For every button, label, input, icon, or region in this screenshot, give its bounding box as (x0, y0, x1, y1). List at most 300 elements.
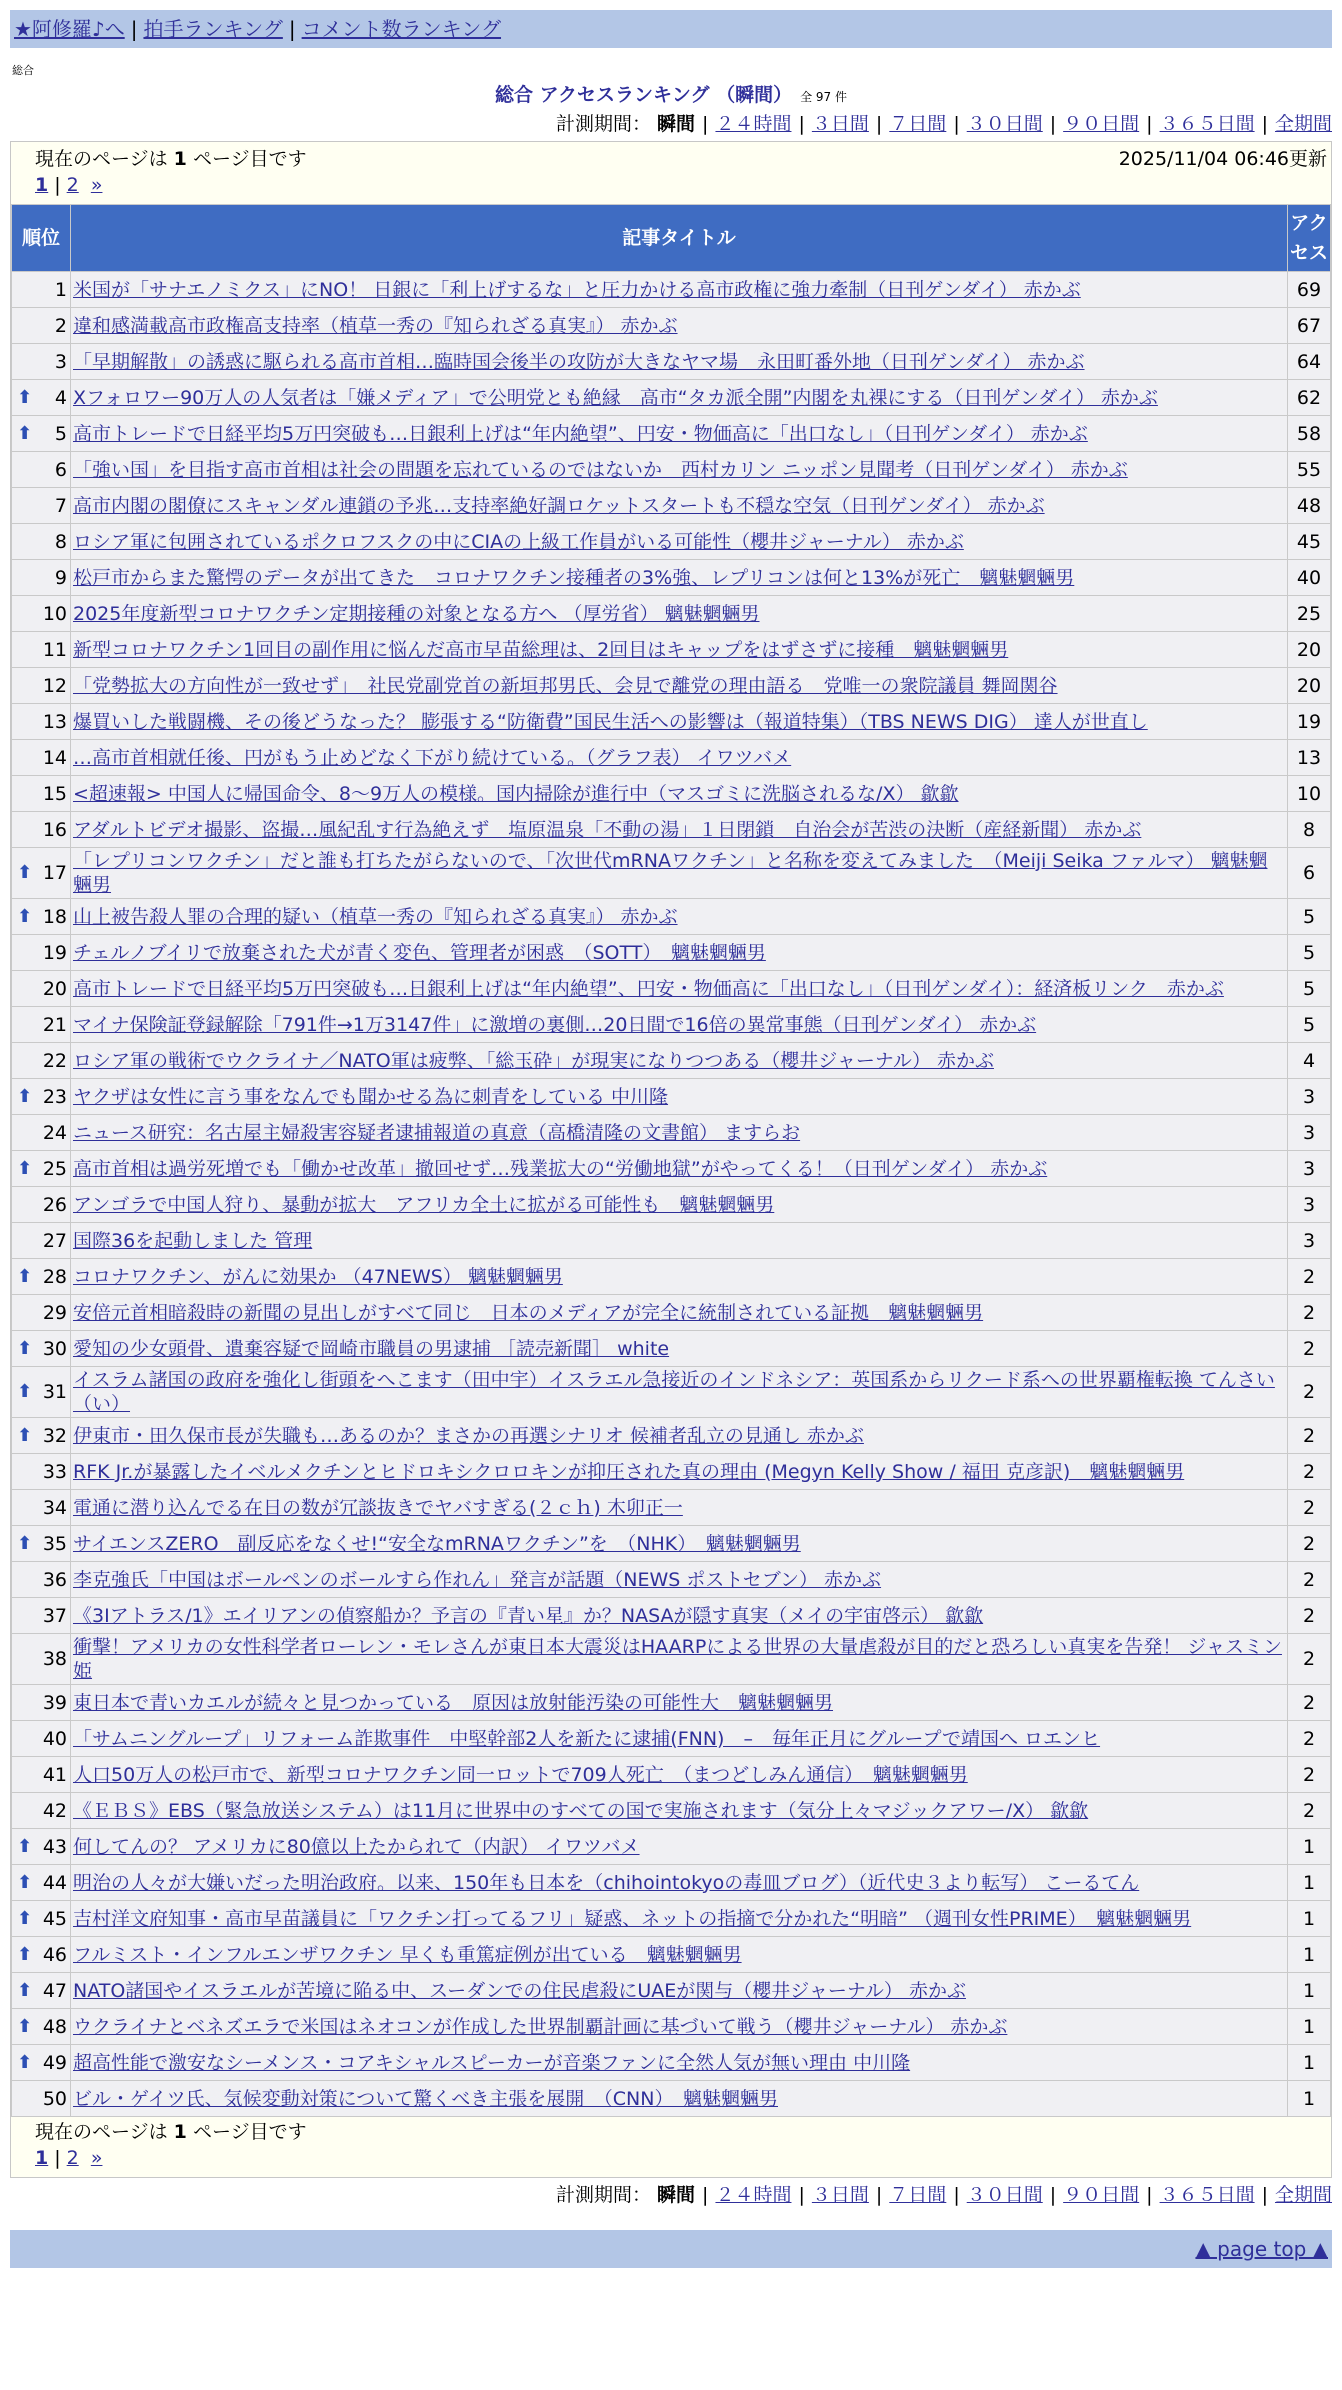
period-option[interactable]: ３０日間 (966, 113, 1043, 135)
page-status: 現在のページは 1 ページ目です (35, 148, 307, 170)
access-count: 1 (1288, 1937, 1330, 1972)
rank-up-arrow-icon: ⬆ (17, 1337, 33, 1359)
rank-number: 13 (42, 710, 67, 733)
access-count: 3 (1288, 1115, 1330, 1150)
rank-cell (12, 848, 70, 898)
rank-cell (12, 2081, 70, 2116)
title-cell (71, 1223, 1287, 1258)
access-count: 64 (1288, 344, 1330, 379)
rank-cell (12, 1598, 70, 1633)
access-count: 3 (1288, 1187, 1330, 1222)
updated-time: 2025/11/04 06:46更新 (1118, 148, 1327, 170)
article-link[interactable]: 李克強氏「中国はボールペンのボールすら作れん」発言が話題（NEWS ポストセブン） 赤かぶ (73, 1568, 882, 1591)
access-count: 2 (1288, 1490, 1330, 1525)
rank-up-arrow-icon: ⬆ (17, 1157, 33, 1179)
period-separator: | (875, 113, 883, 135)
rank-cell (12, 776, 70, 811)
rank-cell (12, 1454, 70, 1489)
rank-number: 37 (42, 1604, 67, 1627)
period-option[interactable]: ３０日間 (966, 2184, 1043, 2206)
article-link[interactable]: …高市首相就任後、円がもう止めどなく下がり続けている。（グラフ表） イワツバメ (73, 746, 792, 769)
rank-number: 28 (42, 1265, 67, 1288)
access-count: 1 (1288, 1973, 1330, 2008)
title-cell (71, 971, 1287, 1006)
rank-cell (12, 935, 70, 970)
period-option[interactable]: ７日間 (889, 113, 947, 135)
access-count: 58 (1288, 416, 1330, 451)
article-link[interactable]: 2025年度新型コロナワクチン定期接種の対象となる方へ （厚労省） 魑魅魍魎男 (73, 602, 760, 625)
comment-ranking-link[interactable]: コメント数ランキング (301, 17, 502, 41)
rank-number: 30 (42, 1337, 67, 1360)
pager-top: 1 | 2 » (35, 174, 103, 196)
rank-number: 32 (42, 1424, 67, 1447)
table-row (12, 2009, 1330, 2044)
article-link[interactable]: 「党勢拡大の方向性が一致せず」 社民党副党首の新垣邦男氏、会見で離党の理由語る 党唯一の衆院議員 舞岡関谷 (73, 674, 1058, 697)
access-count: 8 (1288, 812, 1330, 847)
article-link[interactable]: 電通に潜り込んでる在日の数が冗談抜きでヤバすぎる(２ｃｈ) 木卯正一 (73, 1496, 683, 1519)
table-row (12, 524, 1330, 559)
rank-number: 26 (42, 1193, 67, 1216)
rank-cell (12, 1829, 70, 1864)
title-cell (71, 776, 1287, 811)
rank-cell (12, 1115, 70, 1150)
article-link[interactable]: チェルノブイリで放棄された犬が青く変色、管理者が困惑 （SOTT） 魑魅魍魎男 (73, 941, 766, 964)
access-count: 2 (1288, 1793, 1330, 1828)
title-cell (71, 452, 1287, 487)
article-link[interactable]: マイナ保険証登録解除「791件→1万3147件」に激増の裏側…20日間で16倍の異常事態（日刊ゲンダイ） 赤かぶ (73, 1013, 1037, 1036)
article-link[interactable]: 山上被告殺人罪の合理的疑い（植草一秀の『知られざる真実』） 赤かぶ (73, 905, 678, 928)
title-cell (71, 1115, 1287, 1150)
access-count: 13 (1288, 740, 1330, 775)
header-access: アクセス (1288, 205, 1330, 271)
rank-number: 34 (42, 1496, 67, 1519)
page-status: 現在のページは 1 ページ目です (35, 2121, 307, 2143)
article-link[interactable]: 高市首相は過労死増でも「働かせ改革」撤回せず…残業拡大の“労働地獄”がやってくる！（日刊ゲンダイ） 赤かぶ (73, 1157, 1048, 1180)
next-page-link[interactable]: » (90, 2147, 103, 2169)
article-link[interactable]: 「早期解散」の誘惑に駆られる高市首相…臨時国会後半の攻防が大きなヤマ場 永田町番外地（日刊ゲンダイ） 赤かぶ (73, 350, 1085, 373)
article-link[interactable]: 高市内閣の閣僚にスキャンダル連鎖の予兆…支持率絶好調ロケットスタートも不穏な空気（日刊ゲンダイ） 赤かぶ (73, 494, 1045, 517)
rank-number: 48 (42, 2015, 67, 2038)
period-separator: | (798, 2184, 805, 2206)
title-cell (71, 1901, 1287, 1936)
table-row (12, 416, 1330, 451)
rank-cell (12, 1007, 70, 1042)
rank-number: 6 (54, 458, 67, 481)
title-cell (71, 668, 1287, 703)
title-cell (71, 596, 1287, 631)
table-row (12, 1937, 1330, 1972)
title-cell (71, 2009, 1287, 2044)
rank-up-arrow-icon: ⬆ (17, 1532, 33, 1554)
article-link[interactable]: 「レプリコンワクチン」だと誰も打ちたがらないので、「次世代mRNAワクチン」と名称を変えてみました （Meiji Seika ファルマ） 魑魅魍魎男 (73, 850, 1268, 896)
rank-up-arrow-icon: ⬆ (17, 905, 33, 927)
bottom-bar (10, 2230, 1332, 2268)
title-cell (71, 1043, 1287, 1078)
article-link[interactable]: 高市トレードで日経平均5万円突破も…日銀利上げは“年内絶望”、円安・物価高に「出口なし」（日刊ゲンダイ） 赤かぶ (73, 422, 1088, 445)
table-row (12, 1367, 1330, 1417)
rank-number: 33 (42, 1460, 67, 1483)
rank-up-arrow-icon: ⬆ (17, 2051, 33, 2073)
table-row (12, 899, 1330, 934)
table-row (12, 1526, 1330, 1561)
article-link[interactable]: フルミスト・インフルエンザワクチン 早くも重篤症例が出ている 魑魅魍魎男 (73, 1943, 742, 1966)
article-link[interactable]: 《ＥＢＳ》EBS（緊急放送システム）は11月に世界中のすべての国で実施されます（気分上々マジックアワー/X） 歙歙 (73, 1799, 1089, 1822)
rank-cell (12, 1187, 70, 1222)
access-count: 2 (1288, 1757, 1330, 1792)
article-link[interactable]: 米国が「サナエノミクス」にNO！ 日銀に「利上げするな」と圧力かける高市政権に強力牽制（日刊ゲンダイ） 赤かぶ (73, 278, 1081, 301)
title-cell (71, 1829, 1287, 1864)
table-row (12, 1079, 1330, 1114)
period-separator: | (953, 113, 960, 135)
table-row (12, 1793, 1330, 1828)
rank-number: 1 (54, 278, 67, 301)
rank-number: 15 (42, 782, 67, 805)
article-link[interactable]: ロシア軍に包囲されているポクロフスクの中にCIAの上級工作員がいる可能性（櫻井ジャーナル） 赤かぶ (73, 530, 964, 553)
title-cell (71, 1259, 1287, 1294)
rank-number: 50 (42, 2087, 67, 2110)
page-heading (10, 80, 1332, 107)
rank-up-arrow-icon: ⬆ (17, 386, 33, 408)
access-count: 1 (1288, 1901, 1330, 1936)
access-count: 48 (1288, 488, 1330, 523)
rank-number: 31 (42, 1381, 67, 1403)
table-row (12, 1973, 1330, 2008)
page-info-bottom (11, 2117, 1331, 2145)
article-link[interactable]: 違和感満載高市政権高支持率（植草一秀の『知られざる真実』） 赤かぶ (73, 314, 678, 337)
access-count: 1 (1288, 2045, 1330, 2080)
rank-up-arrow-icon: ⬆ (17, 1871, 33, 1893)
article-link[interactable]: アダルトビデオ撮影、盗撮…風紀乱す行為絶えず 塩原温泉「不動の湯」１日閉鎖 自治会が苦渋の決断（産経新聞） 赤かぶ (73, 818, 1142, 841)
access-count: 5 (1288, 935, 1330, 970)
article-link[interactable]: 《3Iアトラス/1》エイリアンの偵察船か？予言の『青い星』か？NASAが隠す真実（メイの宇宙啓示） 歙歙 (73, 1604, 984, 1627)
article-link[interactable]: 安倍元首相暗殺時の新聞の見出しがすべて同じ 日本のメディアが完全に統制されている証拠 魑魅魍魎男 (73, 1301, 984, 1324)
table-row (12, 1562, 1330, 1597)
rank-number: 24 (42, 1121, 67, 1144)
title-cell (71, 1331, 1287, 1366)
title-cell (71, 1865, 1287, 1900)
title-cell (71, 2045, 1287, 2080)
access-count: 1 (1288, 1829, 1330, 1864)
title-cell (71, 1757, 1287, 1792)
period-label: 計測期間： (555, 2184, 658, 2206)
rank-up-arrow-icon: ⬆ (17, 1381, 33, 1402)
rank-number: 3 (54, 350, 67, 373)
rank-cell (12, 1721, 70, 1756)
rank-number: 22 (42, 1049, 67, 1072)
title-cell (71, 1418, 1287, 1453)
table-row (12, 1007, 1330, 1042)
article-link[interactable]: 超高性能で激安なシーメンス・コアキシャルスピーカーが音楽ファンに全然人気が無い理由 中川隆 (73, 2051, 911, 2074)
period-selector-bottom (10, 2182, 1332, 2208)
period-selector-top (10, 111, 1332, 137)
article-link[interactable]: ロシア軍の戦術でウクライナ／NATO軍は疲弊、「総玉砕」が現実になりつつある（櫻井ジャーナル） 赤かぶ (73, 1049, 994, 1072)
title-cell (71, 2081, 1287, 2116)
article-link[interactable]: 何してんの？ アメリカに80億以上たかられて（内訳） イワツバメ (73, 1835, 640, 1858)
rank-cell (12, 668, 70, 703)
rank-cell (12, 1223, 70, 1258)
rank-cell (12, 1079, 70, 1114)
article-link[interactable]: イスラム諸国の政府を強化し街頭をへこます（田中宇）イスラエル急接近のインドネシア：英国系からリクード系への世界覇権転換 てんさい（い） (73, 1369, 1275, 1415)
article-link[interactable]: 明治の人々が大嫌いだった明治政府。以来、150年も日本を（chihointokyoの毒皿ブログ）（近代史３より転写） こーるてん (73, 1871, 1140, 1894)
period-option[interactable]: ３６５日間 (1159, 113, 1255, 135)
table-row (12, 1685, 1330, 1720)
period-option[interactable]: 全期間 (1274, 2184, 1332, 2206)
table-row (12, 488, 1330, 523)
period-option[interactable]: 全期間 (1274, 113, 1332, 135)
rank-cell (12, 452, 70, 487)
page-1-link[interactable]: 1 (35, 2147, 49, 2169)
access-count: 2 (1288, 1562, 1330, 1597)
access-count: 2 (1288, 1721, 1330, 1756)
period-option[interactable]: ９０日間 (1063, 2184, 1140, 2206)
access-count: 69 (1288, 272, 1330, 307)
period-option: 瞬間 (657, 113, 696, 135)
access-count: 19 (1288, 704, 1330, 739)
table-row (12, 1598, 1330, 1633)
rank-number: 12 (42, 674, 67, 697)
table-row (12, 632, 1330, 667)
table-row (12, 1490, 1330, 1525)
access-count: 2 (1288, 1367, 1330, 1417)
title-cell (71, 416, 1287, 451)
rank-cell (12, 380, 70, 415)
table-row (12, 1865, 1330, 1900)
rank-number: 39 (42, 1691, 67, 1714)
title-cell (71, 704, 1287, 739)
period-option[interactable]: ３６５日間 (1159, 2184, 1255, 2206)
article-link[interactable]: ウクライナとベネズエラで米国はネオコンが作成した世界制覇計画に基づいて戦う（櫻井ジャーナル） 赤かぶ (73, 2015, 1008, 2038)
page-2-link[interactable]: 2 (66, 2147, 79, 2169)
table-row (12, 740, 1330, 775)
page-top-link[interactable]: ▲ page top ▲ (1195, 2237, 1328, 2261)
rank-up-arrow-icon: ⬆ (17, 1424, 33, 1446)
access-count: 67 (1288, 308, 1330, 343)
period-option[interactable]: ９０日間 (1063, 113, 1140, 135)
rank-number: 14 (42, 746, 67, 769)
period-option[interactable]: ２４時間 (715, 2184, 792, 2206)
table-row (12, 935, 1330, 970)
rank-cell (12, 1043, 70, 1078)
rank-number: 36 (42, 1568, 67, 1591)
article-link[interactable]: 吉村洋文府知事・高市早苗議員に「ワクチン打ってるフリ」疑惑、ネットの指摘で分かれた“明暗” （週刊女性PRIME） 魑魅魍魎男 (73, 1907, 1192, 1930)
pager-bottom: 1 | 2 » (35, 2147, 103, 2169)
rank-cell (12, 740, 70, 775)
title-cell (71, 308, 1287, 343)
access-count: 10 (1288, 776, 1330, 811)
article-link[interactable]: 松戸市からまた驚愕のデータが出てきた コロナワクチン接種者の3%強、レプリコンは何と13%が死亡 魑魅魍魎男 (73, 566, 1075, 589)
rank-up-arrow-icon: ⬆ (17, 1907, 33, 1929)
title-cell (71, 812, 1287, 847)
rank-cell (12, 308, 70, 343)
period-separator: | (702, 113, 709, 135)
rank-number: 45 (42, 1907, 67, 1930)
title-cell (71, 344, 1287, 379)
rank-cell (12, 704, 70, 739)
article-link[interactable]: サイエンスZERO 副反応をなくせ!“安全なmRNAワクチン”を （NHK） 魑魅魍魎男 (73, 1532, 801, 1555)
title-cell (71, 560, 1287, 595)
article-link[interactable]: 愛知の少女頭骨、遺棄容疑で岡崎市職員の男逮捕 ［読売新聞］ white (73, 1337, 670, 1360)
rank-cell (12, 1331, 70, 1366)
article-link[interactable]: ニュース研究：名古屋主婦殺害容疑者逮捕報道の真意（高橋清隆の文書館） ますらお (73, 1121, 801, 1144)
title-cell (71, 1937, 1287, 1972)
period-option[interactable]: ３日間 (811, 2184, 869, 2206)
article-link[interactable]: Xフォロワー90万人の人気者は「嫌メディア」で公明党とも絶縁 高市“タカ派全開”内閣を丸裸にする（日刊ゲンダイ） 赤かぶ (73, 386, 1158, 409)
access-count: 45 (1288, 524, 1330, 559)
period-option[interactable]: ２４時間 (715, 113, 792, 135)
page-title: 総合 アクセスランキング （瞬間） (495, 84, 793, 106)
home-link[interactable]: ★阿修羅♪へ (14, 17, 125, 41)
access-count: 4 (1288, 1043, 1330, 1078)
rank-cell (12, 1367, 70, 1417)
rank-number: 20 (42, 977, 67, 1000)
article-link[interactable]: <超速報> 中国人に帰国命令、8～9万人の模様。国内掃除が進行中（マスゴミに洗脳されるな/X） 歙歙 (73, 782, 959, 805)
access-count: 2 (1288, 1295, 1330, 1330)
rank-cell (12, 416, 70, 451)
access-count: 3 (1288, 1079, 1330, 1114)
title-cell (71, 1079, 1287, 1114)
table-row (12, 1331, 1330, 1366)
period-label: 計測期間： (555, 113, 658, 135)
rank-cell (12, 1151, 70, 1186)
title-cell (71, 1295, 1287, 1330)
table-row (12, 1115, 1330, 1150)
rank-cell (12, 2045, 70, 2080)
table-row (12, 1721, 1330, 1756)
rank-up-arrow-icon: ⬆ (17, 862, 33, 883)
title-cell (71, 740, 1287, 775)
rank-cell (12, 488, 70, 523)
article-link[interactable]: 国際36を起動しました 管理 (73, 1229, 313, 1252)
table-row (12, 668, 1330, 703)
rank-number: 27 (42, 1229, 67, 1252)
rank-number: 11 (42, 638, 67, 661)
rank-number: 35 (42, 1532, 67, 1555)
title-cell (71, 272, 1287, 307)
rank-number: 2 (54, 314, 67, 337)
rank-number: 46 (42, 1943, 67, 1966)
table-row (12, 1454, 1330, 1489)
page-1-link[interactable]: 1 (35, 174, 49, 196)
rank-cell (12, 1526, 70, 1561)
article-link[interactable]: 人口50万人の松戸市で、新型コロナワクチン同一ロットで709人死亡 （まつどしみん通信） 魑魅魍魎男 (73, 1763, 968, 1786)
title-cell (71, 380, 1287, 415)
access-count: 25 (1288, 596, 1330, 631)
access-count: 3 (1288, 1151, 1330, 1186)
article-link[interactable]: ビル・ゲイツ氏、気候変動対策について驚くべき主張を展開 （CNN） 魑魅魍魎男 (73, 2087, 778, 2110)
access-count: 5 (1288, 1007, 1330, 1042)
title-cell (71, 899, 1287, 934)
access-count: 2 (1288, 1598, 1330, 1633)
access-count: 3 (1288, 1223, 1330, 1258)
rank-cell (12, 1901, 70, 1936)
period-option[interactable]: ３日間 (811, 113, 869, 135)
access-count: 1 (1288, 1865, 1330, 1900)
rank-number: 10 (42, 602, 67, 625)
rank-number: 16 (42, 818, 67, 841)
rank-number: 41 (42, 1763, 67, 1786)
period-separator: | (1146, 113, 1153, 135)
rank-up-arrow-icon: ⬆ (17, 1943, 33, 1965)
article-link[interactable]: RFK Jr.が暴露したイベルメクチンとヒドロキシクロロキンが抑圧された真の理由 (Megyn Kelly Show / 福田 克彦訳) 魑魅魍魎男 (73, 1460, 1185, 1483)
rank-up-arrow-icon: ⬆ (17, 1085, 33, 1107)
rank-number: 49 (42, 2051, 67, 2074)
table-row (12, 1634, 1330, 1684)
rank-number: 43 (42, 1835, 67, 1858)
article-link[interactable]: NATO諸国やイスラエルが苦境に陥る中、スーダンでの住民虐殺にUAEが関与（櫻井ジャーナル） 赤かぶ (73, 1979, 966, 2002)
access-count: 40 (1288, 560, 1330, 595)
table-row (12, 1259, 1330, 1294)
title-cell (71, 935, 1287, 970)
rank-cell (12, 1418, 70, 1453)
period-separator: | (1049, 2184, 1057, 2206)
article-link[interactable]: 高市トレードで日経平均5万円突破も…日銀利上げは“年内絶望”、円安・物価高に「出口なし」（日刊ゲンダイ）：経済板リンク 赤かぶ (73, 977, 1224, 1000)
rank-number: 4 (54, 386, 67, 409)
period-option[interactable]: ７日間 (889, 2184, 947, 2206)
table-row (12, 776, 1330, 811)
table-row (12, 272, 1330, 307)
article-link[interactable]: コロナワクチン、がんに効果か （47NEWS） 魑魅魍魎男 (73, 1265, 563, 1288)
access-count: 1 (1288, 2009, 1330, 2044)
period-separator: | (798, 113, 805, 135)
title-cell (71, 1454, 1287, 1489)
access-count: 1 (1288, 2081, 1330, 2116)
article-link[interactable]: 爆買いした戦闘機、その後どうなった？ 膨張する“防衛費”国民生活への影響は（報道特集）（TBS NEWS DIG） 達人が世直し (73, 710, 1148, 733)
table-row (12, 452, 1330, 487)
article-link[interactable]: 新型コロナワクチン1回目の副作用に悩んだ高市早苗総理は、2回目はキャップをはずさずに接種 魑魅魍魎男 (73, 638, 1009, 661)
clap-ranking-link[interactable]: 拍手ランキング (143, 17, 283, 41)
access-count: 2 (1288, 1685, 1330, 1720)
rank-up-arrow-icon: ⬆ (17, 1835, 33, 1857)
access-count: 2 (1288, 1331, 1330, 1366)
page-2-link[interactable]: 2 (66, 174, 79, 196)
title-cell (71, 848, 1287, 898)
rank-number: 19 (42, 941, 67, 964)
article-link[interactable]: 衝撃！アメリカの女性科学者ローレン・モレさんが東日本大震災はHAARPによる世界の大量虐殺が目的だと恐ろしい真実を告発！ ジャスミン姫 (73, 1636, 1282, 1682)
rank-cell (12, 1295, 70, 1330)
access-count: 2 (1288, 1454, 1330, 1489)
article-link[interactable]: 東日本で青いカエルが続々と見つかっている 原因は放射能汚染の可能性大 魑魅魍魎男 (73, 1691, 834, 1714)
header-title: 記事タイトル (71, 205, 1287, 271)
title-cell (71, 1598, 1287, 1633)
rank-number: 25 (42, 1157, 67, 1180)
article-link[interactable]: ヤクザは女性に言う事をなんでも聞かせる為に刺青をしている 中川隆 (73, 1085, 669, 1108)
rank-cell (12, 1793, 70, 1828)
table-row (12, 2045, 1330, 2080)
rank-cell (12, 344, 70, 379)
rank-number: 18 (42, 905, 67, 928)
rank-number: 5 (54, 422, 67, 445)
nav-separator: | (288, 17, 296, 41)
rank-cell (12, 1973, 70, 2008)
next-page-link[interactable]: » (90, 174, 103, 196)
title-cell (71, 1793, 1287, 1828)
title-cell (71, 524, 1287, 559)
title-cell (71, 632, 1287, 667)
article-link[interactable]: 「強い国」を目指す高市首相は社会の問題を忘れているのではないか 西村カリン ニッポン見聞考（日刊ゲンダイ） 赤かぶ (73, 458, 1128, 481)
rank-cell (12, 1757, 70, 1792)
access-count: 2 (1288, 1418, 1330, 1453)
rank-up-arrow-icon: ⬆ (17, 422, 33, 444)
category-label: 総合 (12, 64, 34, 77)
title-cell (71, 1007, 1287, 1042)
article-link[interactable]: アンゴラで中国人狩り、暴動が拡大 アフリカ全土に拡がる可能性も 魑魅魍魎男 (73, 1193, 775, 1216)
rank-up-arrow-icon: ⬆ (17, 1265, 33, 1287)
article-link[interactable]: 伊東市・田久保市長が失職も…あるのか？まさかの再選シナリオ 候補者乱立の見通し 赤かぶ (73, 1424, 864, 1447)
access-count: 62 (1288, 380, 1330, 415)
article-link[interactable]: 「サムニングループ」リフォーム詐欺事件 中堅幹部2人を新たに逮捕(FNN) – 毎年正月にグループで靖国へ ロエンヒ (73, 1727, 1101, 1750)
title-cell (71, 488, 1287, 523)
access-count: 5 (1288, 971, 1330, 1006)
